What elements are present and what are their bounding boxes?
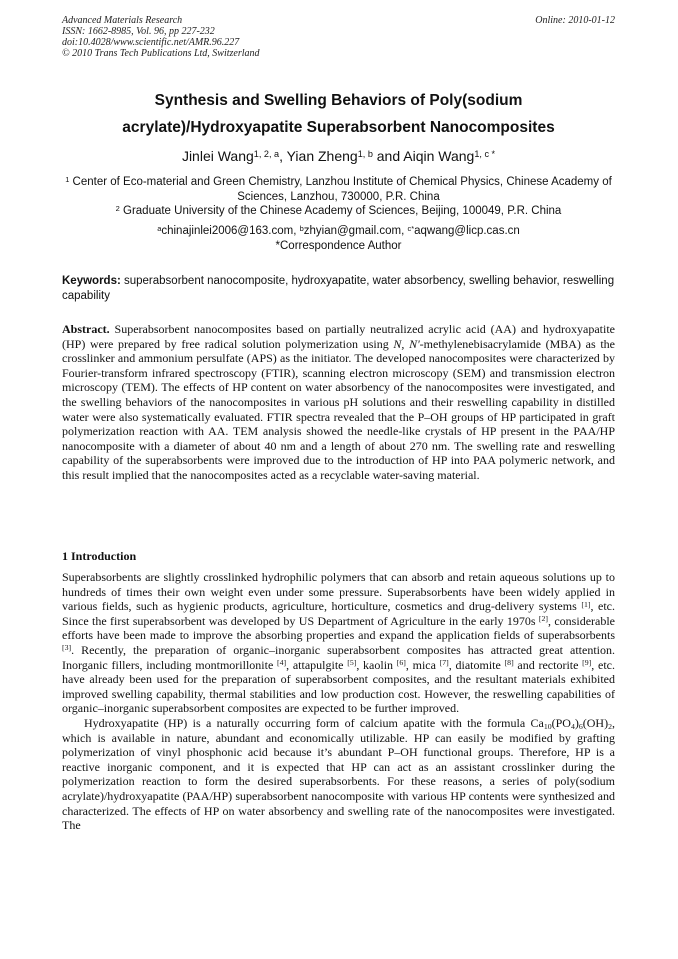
author-separator: and [372, 148, 404, 164]
email-sup: b [299, 223, 304, 233]
subscript: 10 [543, 721, 552, 731]
body-text: , diatomite [448, 657, 505, 672]
journal-header [62, 15, 615, 59]
subscript: 6 [578, 721, 583, 731]
affiliation-text: Graduate University of the Chinese Academy of Sciences, Beijing, 100049, P.R. China [119, 205, 562, 217]
email-link[interactable]: chinajinlei2006@163.com, [161, 225, 300, 237]
issn-line: ISSN: 1662-8985, Vol. 96, pp 227-232 [62, 26, 215, 37]
affiliation-number: 1 [65, 174, 70, 184]
email-link[interactable]: zhyian@gmail.com, [303, 225, 408, 237]
author-separator: , [279, 148, 287, 164]
body-text: Superabsorbents are slightly crosslinked hydrophilic polymers that can absorb and retain aqueous solutions up to hundreds of times their own weight even under some pressure. Superabsorbents have been widely applied in various fields, such as hygienic products, agriculture, horticulture, cosmetics and drug-delivery systems [62, 570, 615, 614]
email-line [62, 224, 615, 239]
body-text: , etc. have already been used for the preparation of superabsorbent composites, and the resultant materials exhibited improved swelling capability, thermal stabilities and low production cost. However, the reswelling capabilities of organic–inorganic superabsorbent composites are expected to be further improved. [62, 657, 615, 716]
contact-emails [62, 224, 615, 254]
body-text: . Recently, the preparation of organic–inorganic superabsorbent composites has attracted great attention. Inorganic fillers, including montmorillonite [62, 642, 615, 672]
email-sup: a [157, 223, 162, 233]
correspondence-note: *Correspondence Author [275, 240, 402, 252]
keywords-label: Keywords: [62, 275, 121, 287]
author-list [62, 148, 615, 164]
body-text: (OH) [582, 715, 609, 730]
citation: [9] [582, 658, 592, 668]
author-name: Yian Zheng [286, 148, 358, 164]
citation: [4] [277, 658, 287, 668]
abstract-label: Abstract. [62, 322, 110, 336]
affiliations [62, 175, 615, 219]
abstract-italic: N, N' [393, 336, 420, 351]
author-name: Aiqin Wang [403, 148, 475, 164]
affiliation-text: Center of Eco-material and Green Chemistry, Lanzhou Institute of Chemical Physics, Chinese Academy of Sciences, Lanzhou, 730000, P.R. China [69, 176, 612, 203]
body-text: , etc. Since the first superabsorbent was developed by US Department of Agriculture in the early 1970s [62, 599, 615, 628]
title-line-2: acrylate)/Hydroxyapatite Superabsorbent Nanocomposites [122, 119, 555, 136]
body-text: , attapulgite [286, 657, 348, 672]
author-affil-sup: 1, c * [474, 148, 496, 159]
abstract-text: -methylenebisacrylamide (MBA) as the crosslinker and ammonium persulfate (APS) as the initiator. The developed nanocomposites were characterized by Fourier-transform infrared spectroscopy (FTIR), scanning electron microscopy (SEM) and transmission electron microscopy (TEM). The effects of HP content on water absorbency of the nanocomposites were investigated, and the swelling behaviors of the nanocomposites in various pH solutions and their reswelling capability in distilled water were also systematically evaluated. FTIR spectra revealed that the P–OH groups of HP participated in graft polymerization reaction with AA. TEM analysis showed the needle-like crystals of HP present in the PAA/HP nanocomposite with a diameter of about 40 nm and a length of about 270 nm. The swelling rate and reswelling capability of the superabsorbents were improved due to the introduction of HP into PAA polymeric network, and this result implied that the nanocomposites acted as a recyclable water-saving material. [62, 336, 615, 482]
paragraph [62, 716, 615, 833]
affiliation-number: 2 [115, 203, 120, 213]
body-text: ) [574, 715, 579, 730]
introduction-body [62, 570, 615, 833]
doi-line: doi:10.4028/www.scientific.net/AMR.96.227 [62, 37, 240, 48]
body-text: (PO [551, 715, 571, 730]
citation: [8] [504, 658, 514, 668]
body-text: , kaolin [356, 657, 397, 672]
body-text: , considerable efforts have been made to improve the absorbing properties and expand the application fields of superabsorbents [62, 613, 615, 643]
citation: [7] [439, 658, 449, 668]
title-line-1: Synthesis and Swelling Behaviors of Poly(sodium [154, 92, 523, 109]
body-text: , mica [405, 657, 440, 672]
body-text: Hydroxyapatite (HP) is a naturally occurring form of calcium apatite with the formula Ca [84, 715, 544, 730]
paper-title [62, 87, 615, 141]
affiliation-1 [62, 175, 615, 204]
citation: [6] [396, 658, 406, 668]
abstract-text: Superabsorbent nanocomposites based on partially neutralized acrylic acid (AA) and hydroxyapatite (HP) were prepared by free radical solution polymerization using [62, 322, 615, 351]
keywords-text: superabsorbent nanocomposite, hydroxyapatite, water absorbency, swelling behavior, reswelling capability [62, 275, 615, 302]
citation: [5] [347, 658, 357, 668]
email-link[interactable]: aqwang@licp.cas.cn [414, 225, 520, 237]
author-affil-sup: 1, 2, a [253, 148, 280, 159]
paragraph [62, 570, 615, 716]
subscript: 2 [608, 721, 612, 731]
section-heading: 1 Introduction [62, 549, 137, 563]
subscript: 4 [570, 721, 575, 731]
author-name: Jinlei Wang [181, 148, 254, 164]
author-affil-sup: 1, b [357, 148, 373, 159]
copyright-line: © 2010 Trans Tech Publications Ltd, Switzerland [62, 48, 260, 59]
email-sup: c* [407, 223, 415, 233]
body-text: and rectorite [513, 657, 583, 672]
journal-name: Advanced Materials Research [62, 15, 183, 26]
online-date: Online: 2010-01-12 [535, 15, 615, 26]
body-text: , which is available in nature, abundant and economically utilizable. HP can easily be modified by grafting polymerization of vinyl phosphonic acid because it’s abundant P–OH functional groups. Therefore, HP is a reactive inorganic component, and it is expected that HP can act as an assistant crosslinker during the polymerization reaction to form the desired superabsorbents. For these reasons, a series of poly(sodium acrylate)/hydroxyapatite (PAA/HP) superabsorbent nanocomposite with various HP contents were synthesized and characterized. The effects of HP on water absorbency and swelling rate of the nanocomposites were investigated. The [62, 715, 615, 833]
affiliation-2 [62, 204, 615, 219]
citation: [2] [538, 614, 548, 624]
citation: [3] [62, 643, 72, 653]
citation: [1] [581, 599, 591, 609]
keywords [62, 274, 615, 304]
abstract [62, 322, 615, 483]
